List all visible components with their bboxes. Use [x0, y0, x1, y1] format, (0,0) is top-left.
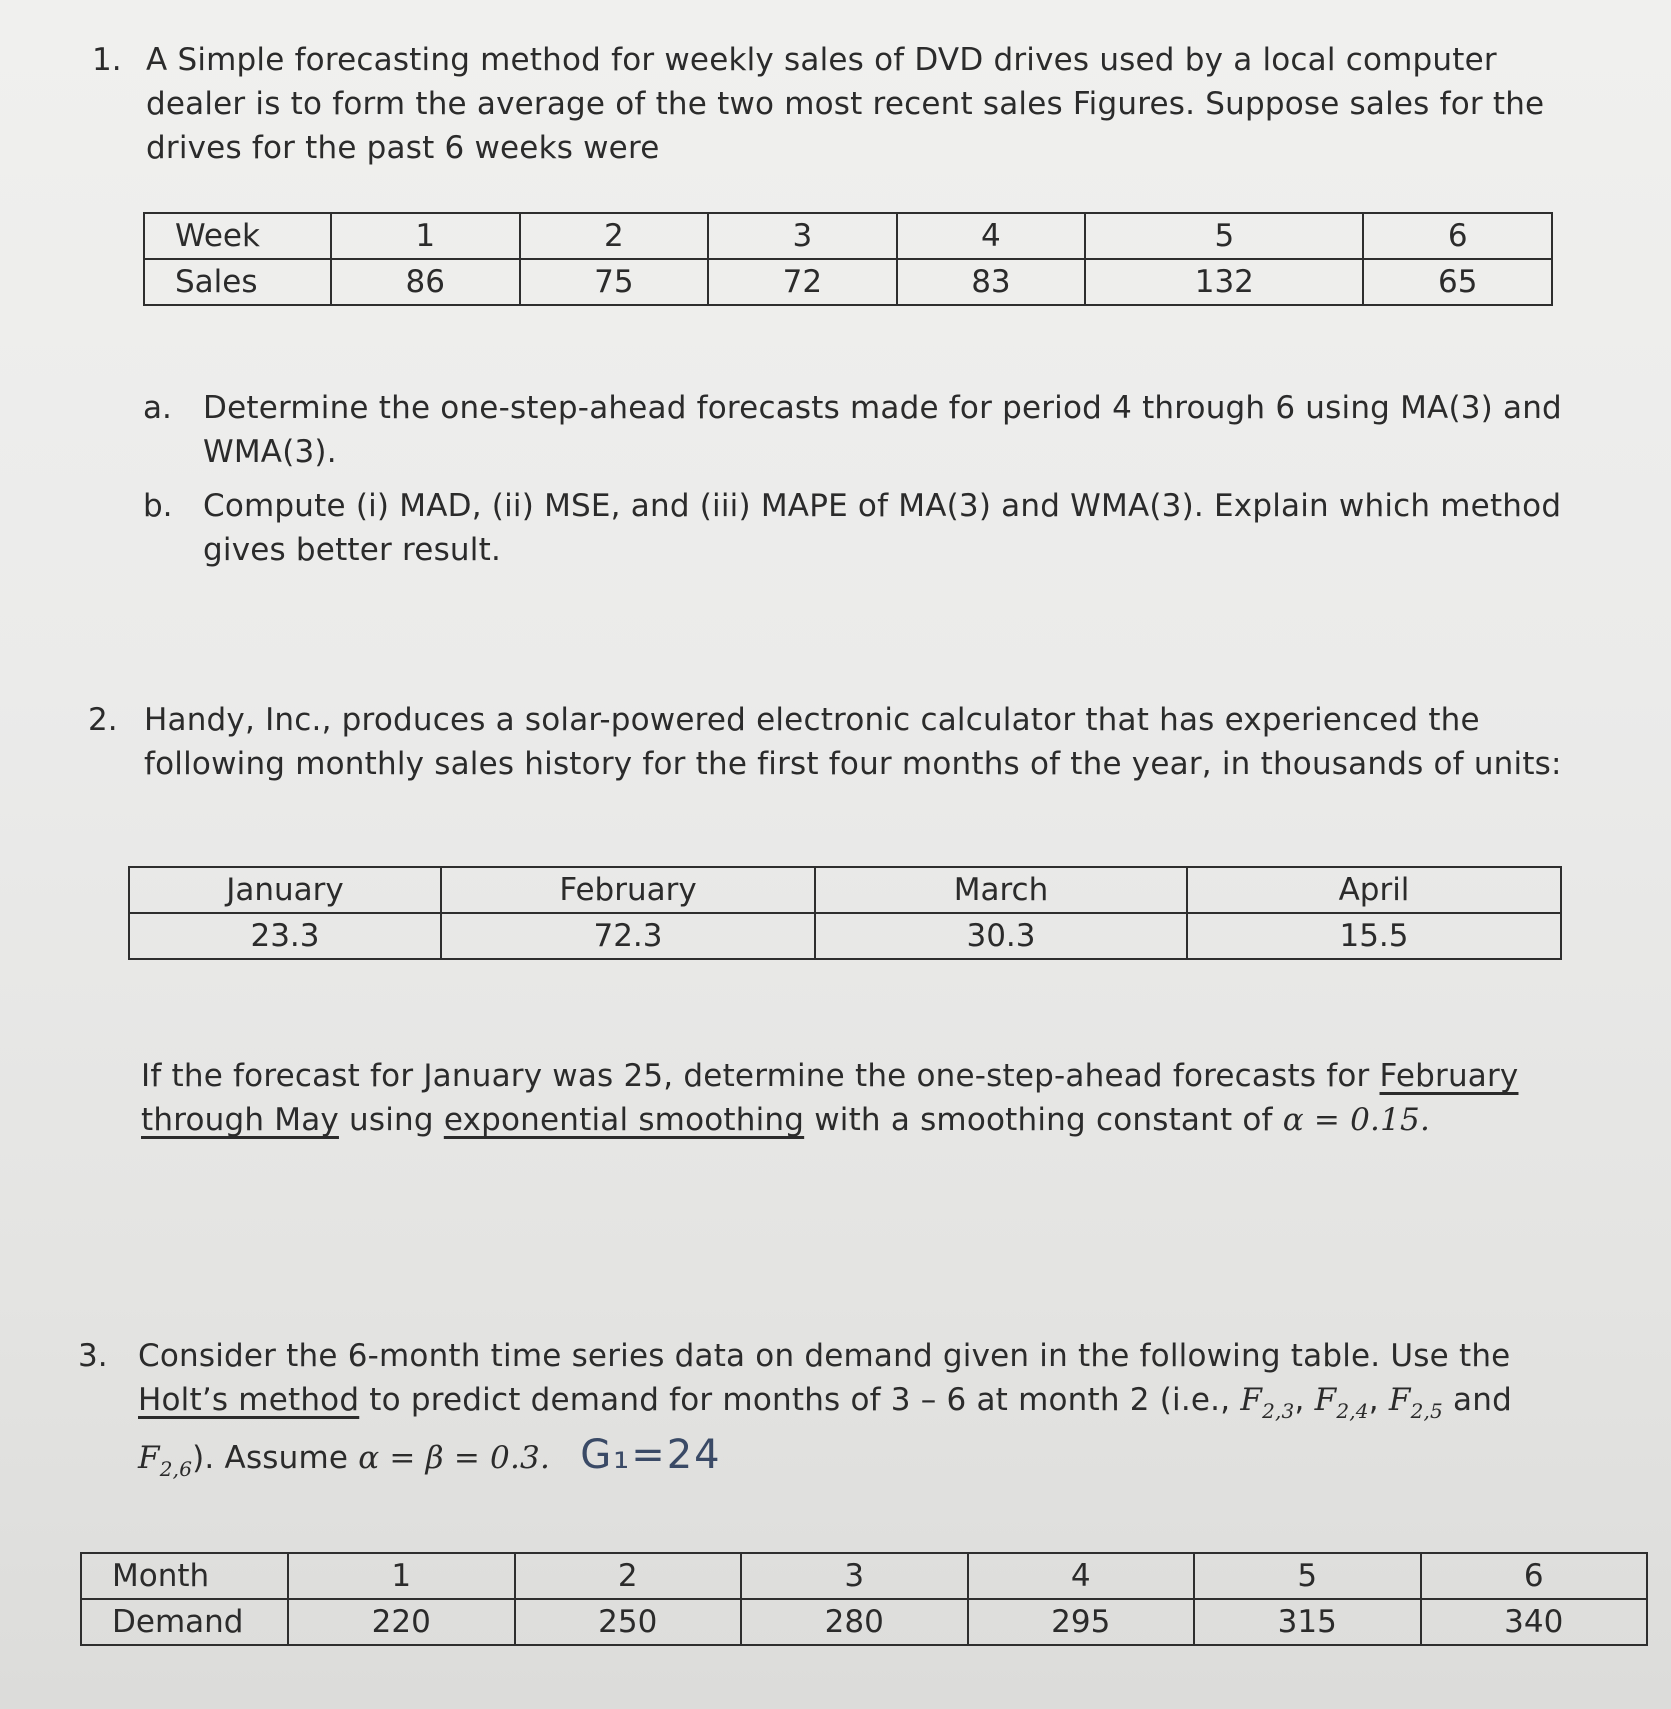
q3-f-subscript: 2,4 [1336, 1399, 1369, 1423]
q2-month-cell: February [441, 867, 815, 913]
q3-number: 3. [78, 1338, 108, 1374]
q3-handwritten-note: G₁=24 [580, 1432, 722, 1478]
q1-week-row [144, 213, 1552, 259]
q1-sales-cell: 86 [331, 259, 520, 305]
q2-followup-part: using [338, 1102, 444, 1138]
q3-demand-cell: 340 [1421, 1599, 1648, 1645]
q3-demand-cell: 315 [1194, 1599, 1421, 1645]
q1-sales-label: Sales [144, 259, 331, 305]
q2-number: 2. [88, 702, 118, 738]
q1-sales-cell: 65 [1363, 259, 1552, 305]
q3-demand-row [81, 1599, 1647, 1645]
q3-f24 [1314, 1382, 1369, 1423]
q2-followup-part: with a smoothing constant of [804, 1102, 1283, 1138]
q3-demand-label: Demand [81, 1599, 288, 1645]
q3-month-cell: 2 [515, 1553, 742, 1599]
q2-value-cell: 15.5 [1187, 913, 1561, 959]
q2-followup-part: If the forecast for January was 25, determine the one-step-ahead forecasts for [141, 1058, 1380, 1094]
q1-sales-cell: 75 [520, 259, 709, 305]
q3-f-symbol: F [138, 1440, 160, 1476]
q3-month-row [81, 1553, 1647, 1599]
q2-month-cell: March [815, 867, 1187, 913]
q1-number: 1. [92, 42, 122, 78]
q1-text [146, 38, 1566, 170]
q3-f-symbol: F [1388, 1382, 1411, 1418]
q3-f26 [138, 1440, 193, 1481]
q1-sales-row [144, 259, 1552, 305]
q2-value-row [129, 913, 1561, 959]
q2-alpha-expr: α = 0.15. [1282, 1102, 1431, 1138]
q3-and: and [1442, 1382, 1512, 1418]
q2-followup-method: exponential smoothing [443, 1102, 805, 1138]
q1-sales-table [143, 212, 1553, 306]
q3-demand-table [80, 1552, 1648, 1646]
q3-f-symbol: F [1240, 1382, 1263, 1418]
q3-month-cell: 1 [288, 1553, 515, 1599]
q2-followup-period: February through May [141, 1058, 1519, 1138]
q1-week-label: Week [144, 213, 331, 259]
q1b-label: b. [143, 488, 173, 524]
q2-monthly-sales-table [128, 866, 1562, 960]
q2-text: Handy, Inc., produces a solar-powered electronic calculator that has experienced the following monthly sales history for the first four months of the year, in thousands of units: [144, 702, 1562, 782]
q2-value-cell: 23.3 [129, 913, 441, 959]
q3-month-cell: 3 [741, 1553, 968, 1599]
q2-month-cell: January [129, 867, 441, 913]
q1b-text: Compute (i) MAD, (ii) MSE, and (iii) MAPE of MA(3) and WMA(3). Explain which method gives better result. [203, 488, 1562, 568]
q2-value-cell: 72.3 [441, 913, 815, 959]
q1-sales-cell: 72 [708, 259, 897, 305]
q3-demand-cell: 250 [515, 1599, 742, 1645]
q1-week-cell: 1 [331, 213, 520, 259]
q3-text: Consider the 6-month time series data on demand given in the following table. Use the Holt’s method to predict demand for months of 3 – 6 at month 2 (i.e., $F_{2,3}$, $F_{2,4}$, $F_{2,5}$ and $F_{2,6}$). Assume α = β = 0.3. G₁=24 [138, 1338, 1512, 1481]
q3-f23 [1240, 1382, 1295, 1423]
q3-month-cell: 4 [968, 1553, 1195, 1599]
q1-week-cell: 2 [520, 213, 709, 259]
q1-week-cell: 4 [897, 213, 1086, 259]
q3-assume-expr: α = β = 0.3. [358, 1440, 551, 1476]
q3-f25 [1388, 1382, 1443, 1423]
q1-week-cell: 5 [1085, 213, 1363, 259]
q1-week-cell: 6 [1363, 213, 1552, 259]
q3-f-subscript: 2,5 [1410, 1399, 1443, 1423]
q3-month-label: Month [81, 1553, 288, 1599]
q1-sales-cell: 132 [1085, 259, 1363, 305]
q3-month-cell: 5 [1194, 1553, 1421, 1599]
q2-month-cell: April [1187, 867, 1561, 913]
q3-text-part: to predict demand for months of 3 – 6 at month 2 (i.e., [359, 1382, 1241, 1418]
q3-month-cell: 6 [1421, 1553, 1648, 1599]
q3-text-part: Consider the 6-month time series data on demand given in the following table. Use the [138, 1338, 1511, 1374]
q3-f-subscript: 2,3 [1262, 1399, 1295, 1423]
q1-week-cell: 3 [708, 213, 897, 259]
q3-demand-cell: 280 [741, 1599, 968, 1645]
q3-holts-method: Holt’s method [138, 1382, 360, 1418]
q1-sales-cell: 83 [897, 259, 1086, 305]
q1a-label: a. [143, 390, 172, 426]
q3-f-symbol: F [1314, 1382, 1337, 1418]
q2-month-row [129, 867, 1561, 913]
q2-followup [141, 1054, 1561, 1142]
q3-demand-cell: 295 [968, 1599, 1195, 1645]
q3-text-part: ). Assume [192, 1440, 359, 1476]
q3-f-subscript: 2,6 [159, 1457, 193, 1481]
q3-demand-cell: 220 [288, 1599, 515, 1645]
q1a-text: Determine the one-step-ahead forecasts made for period 4 through 6 using MA(3) and WMA(3). [203, 390, 1562, 470]
q1-paragraph: A Simple forecasting method for weekly sales of DVD drives used by a local computer dealer is to form the average of the two most recent sales Figures. Suppose sales for the drives for the past 6 weeks were [146, 42, 1545, 166]
q2-value-cell: 30.3 [815, 913, 1187, 959]
